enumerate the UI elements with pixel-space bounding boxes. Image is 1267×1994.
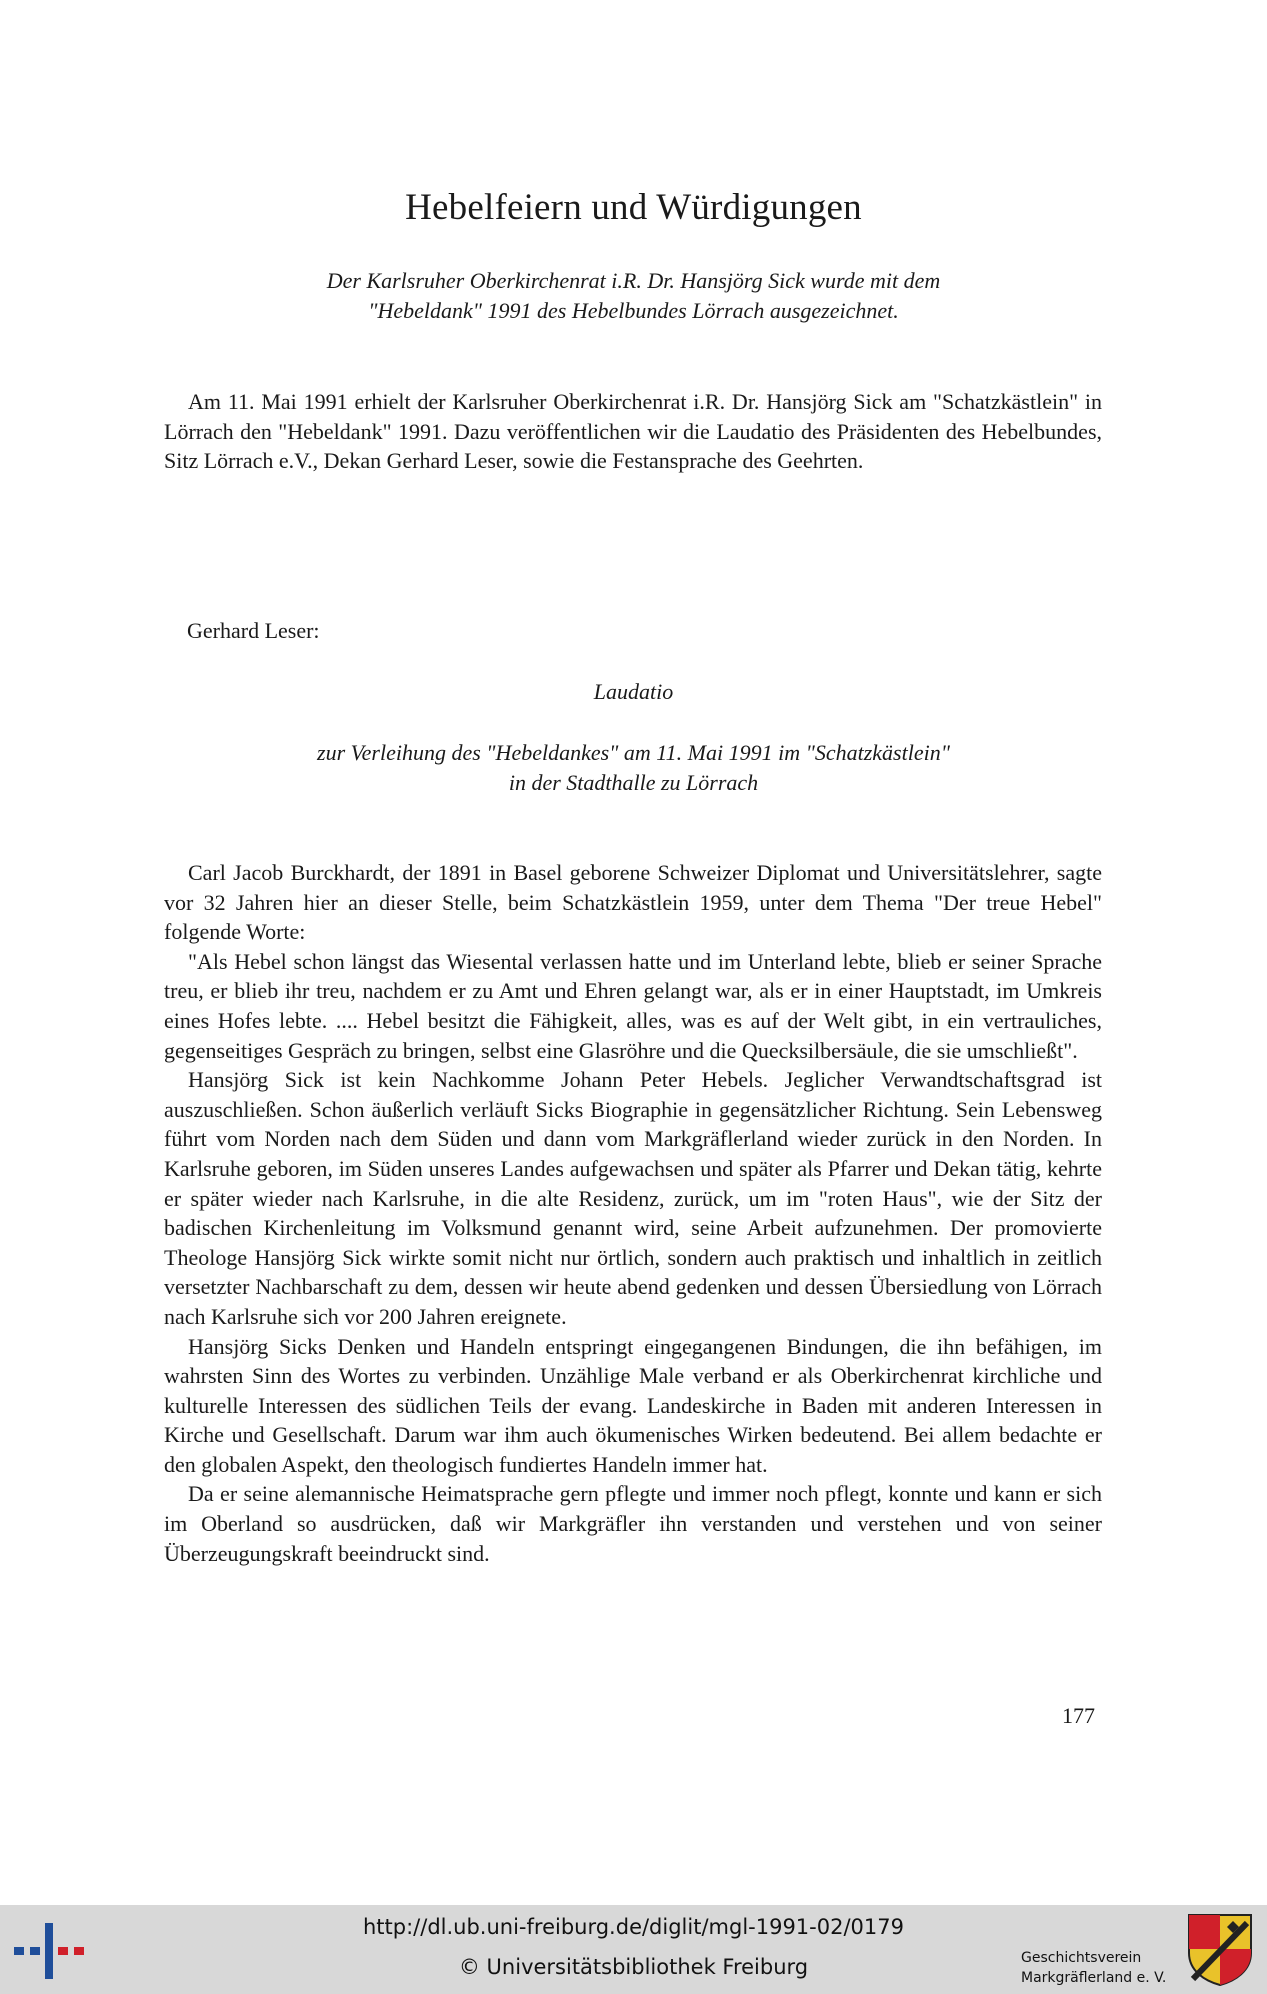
subtitle-line: "Hebeldank" 1991 des Hebelbundes Lörrach ausgezeichnet. (368, 298, 899, 323)
page-number: 177 (1062, 1703, 1095, 1728)
footer-bar (0, 1905, 1267, 1994)
copyright-text: © Universitätsbibliothek Freiburg (458, 1955, 809, 1979)
intro-paragraph (164, 387, 1102, 476)
body-paragraph: Hansjörg Sicks Denken und Handeln entspringt eingegangenen Bindungen, die ihn befähigen, im wahrsten Sinn des Wortes zu verbinden. Unzählige Male verband er als Oberkirchenrat kirchliche und kulturelle Interessen des südlichen Teils der evang. Landeskirche in Baden mit anderen Interessen in Kirche und Gesellschaft. Darum war ihm auch ökumenisches Wirken bedeutend. Bei allem bedachte er den globalen Aspekt, den theologisch fundiertes Handeln immer hat. (164, 1333, 1102, 1477)
society-name (1021, 1948, 1166, 1988)
subtitle-line: Der Karlsruher Oberkirchenrat i.R. Dr. Hansjörg Sick wurde mit dem (326, 268, 941, 293)
laudatio-body (164, 858, 1102, 1568)
body-paragraph: Hansjörg Sick ist kein Nachkomme Johann Peter Hebels. Jeglicher Verwandtschaftsgrad ist auszuschließen. Schon äußerlich verläuft Sicks Biographie in gegensätzlicher Richtung. Sein Lebensweg führt vom Norden nach dem Süden und dann vom Markgräflerland wieder zurück in den Norden. In Karlsruhe geboren, im Süden unseres Landes aufgewachsen und später als Pfarrer und Dekan tätig, kehrte er später wieder nach Karlsruhe, in die alte Residenz, zurück, um im "roten Haus", wie der Sitz der badischen Kirchenleitung im Volksmund genannt wird, seine Arbeit aufzunehmen. Der promovierte Theologe Hansjörg Sick wirkte somit nicht nur örtlich, sondern auch praktisch und inhaltlich in zeitlich versetzter Nachbarschaft zu dem, dessen wir heute abend gedenken und dessen Übersiedlung von Lörrach nach Karlsruhe sich vor 200 Jahren ereignete. (164, 1067, 1102, 1329)
occasion-subtitle (200, 738, 1067, 798)
laudatio-heading: Laudatio (593, 679, 674, 704)
source-url-link[interactable]: http://dl.ub.uni-freiburg.de/diglit/mgl-1991-02/0179 (362, 1915, 904, 1939)
society-line: Geschichtsverein (1021, 1950, 1142, 1966)
occasion-line: in der Stadthalle zu Lörrach (508, 770, 759, 795)
page-title: Hebelfeiern und Würdigungen (405, 187, 862, 228)
article-subtitle (200, 266, 1067, 326)
coat-of-arms-icon (1187, 1913, 1253, 1987)
occasion-line: zur Verleihung des "Hebeldankes" am 11. Mai 1991 im "Schatzkästlein" (317, 740, 950, 765)
body-paragraph: Da er seine alemannische Heimatsprache gern pflegte und immer noch pflegt, konnte und kann er sich im Oberland so ausdrücken, daß wir Markgräfler ihn verstanden und verstehen und von seiner Überzeugungskraft beeindruckt sind. (164, 1481, 1102, 1566)
intro-text: Am 11. Mai 1991 erhielt der Karlsruher Oberkirchenrat i.R. Dr. Hansjörg Sick am "Schatzkästlein" in Lörrach den "Hebeldank" 1991. Dazu veröffentlichen wir die Laudatio des Präsidenten des Hebelbundes, Sitz Lörrach e.V., Dekan Gerhard Leser, sowie die Festansprache des Geehrten. (164, 389, 1102, 474)
body-paragraph: Carl Jacob Burckhardt, der 1891 in Basel geborene Schweizer Diplomat und Universitätslehrer, sagte vor 32 Jahren hier an dieser Stelle, beim Schatzkästlein 1959, unter dem Thema "Der treue Hebel" folgende Worte: (164, 860, 1102, 945)
society-line: Markgräflerland e. V. (1021, 1970, 1167, 1986)
author-name: Gerhard Leser: (187, 618, 320, 643)
quote-paragraph: "Als Hebel schon längst das Wiesental verlassen hatte und im Unterland lebte, blieb er seiner Sprache treu, er blieb ihr treu, nachdem er zu Amt und Ehren gelangt war, als er in einer Hauptstadt, im Umkreis eines Hofes lebte. .... Hebel besitzt die Fähigkeit, alles, was es auf der Welt gibt, in ein vertrauliches, gegenseitiges Gespräch zu bringen, selbst eine Glasröhre und die Quecksilbersäule, die sie umschließt". (164, 948, 1102, 1063)
